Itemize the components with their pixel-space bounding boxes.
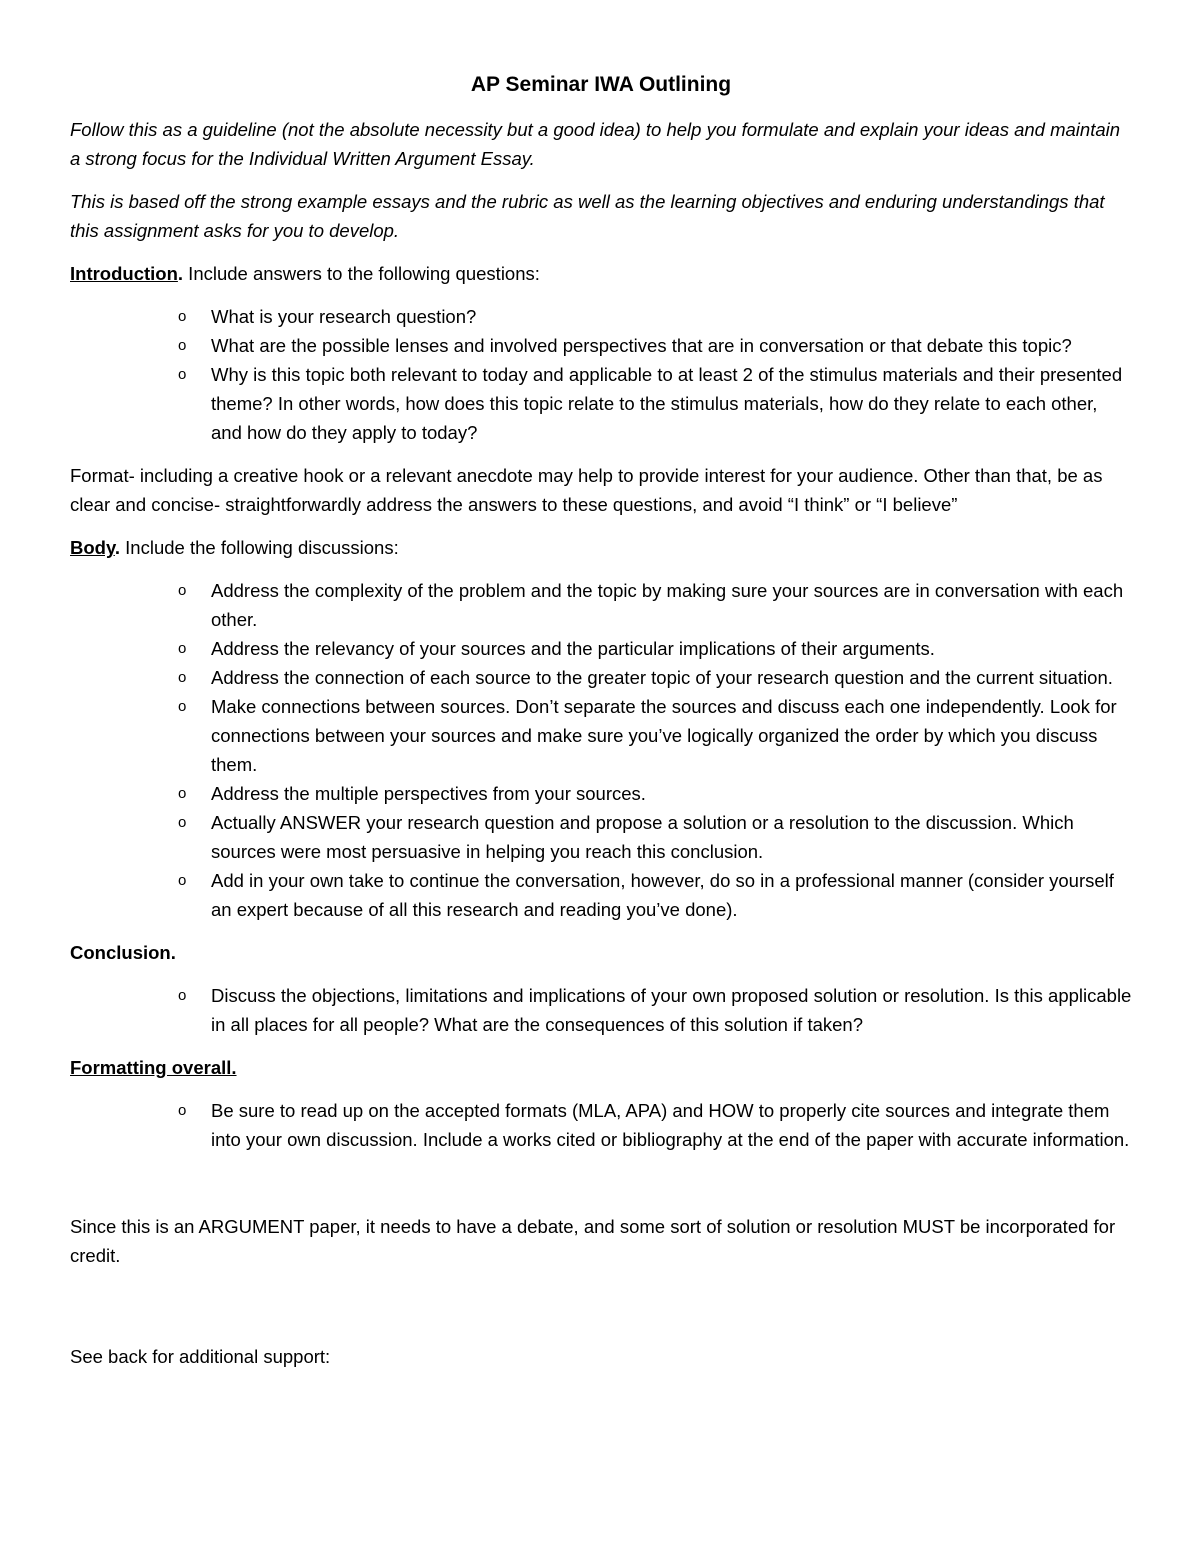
introduction-heading: Introduction: [70, 263, 178, 284]
see-back-note: See back for additional support:: [70, 1346, 331, 1367]
list-item-text: Address the complexity of the problem and the topic by making sure your sources are in conversation with each other.: [211, 580, 1124, 630]
body-list: [70, 576, 1132, 924]
formatting-heading: Formatting overall.: [70, 1057, 237, 1078]
list-item: [178, 1096, 1132, 1154]
introduction-lead: Include answers to the following questions:: [183, 263, 540, 284]
body-lead: Include the following discussions:: [120, 537, 399, 558]
format-note: Format- including a creative hook or a relevant anecdote may help to provide interest for your audience. Other than that, be as clear and concise- straightforwardly address the answers to these questions, and avoid “I think” or “I believe”: [70, 465, 1103, 515]
bullet-icon: o: [178, 987, 187, 1004]
list-item: [178, 331, 1132, 360]
spacer: [70, 1168, 1132, 1212]
body-heading-line: [70, 533, 1132, 562]
bullet-icon: o: [178, 640, 187, 657]
list-item: [178, 576, 1132, 634]
list-item: [178, 663, 1132, 692]
conclusion-list: [70, 981, 1132, 1039]
list-item-text: What are the possible lenses and involved perspectives that are in conversation or that debate this topic?: [211, 335, 1072, 356]
page-title: AP Seminar IWA Outlining: [470, 73, 732, 96]
introduction-list: [70, 302, 1132, 447]
list-item-text: Make connections between sources. Don’t separate the sources and discuss each one independently. Look for connections between your sources and make sure you’ve logically organized the order by which you discuss them.: [211, 696, 1117, 775]
list-item-text: Address the relevancy of your sources and the particular implications of their arguments.: [211, 638, 935, 659]
list-item: [178, 866, 1132, 924]
body-heading-period: .: [114, 537, 121, 558]
list-item: [178, 981, 1132, 1039]
list-item-text: Address the multiple perspectives from your sources.: [211, 783, 646, 804]
formatting-heading-line: [70, 1053, 1132, 1082]
conclusion-heading: Conclusion.: [70, 942, 176, 963]
guideline-paragraph: Follow this as a guideline (not the absolute necessity but a good idea) to help you formulate and explain your ideas and maintain a strong focus for the Individual Written Argument Essay.: [70, 119, 1121, 169]
bullet-icon: o: [178, 814, 187, 831]
list-item-text: What is your research question?: [211, 306, 477, 327]
document-page: [70, 70, 1132, 1385]
list-item-text: Discuss the objections, limitations and implications of your own proposed solution or resolution. Is this applicable in all places for all people? What are the consequences of this solution if taken?: [211, 985, 1132, 1035]
body-heading: Body: [70, 537, 115, 558]
introduction-heading-period: .: [177, 263, 184, 284]
list-item-text: Address the connection of each source to the greater topic of your research question and the current situation.: [211, 667, 1113, 688]
list-item-text: Be sure to read up on the accepted formats (MLA, APA) and HOW to properly cite sources and integrate them into your own discussion. Include a works cited or bibliography at the end of the paper with accurate information.: [211, 1100, 1130, 1150]
list-item: [178, 360, 1132, 447]
basis-paragraph: This is based off the strong example essays and the rubric as well as the learning objectives and enduring understandings that this assignment asks for you to develop.: [70, 191, 1105, 241]
list-item: [178, 302, 1132, 331]
bullet-icon: o: [178, 582, 187, 599]
list-item-text: Add in your own take to continue the conversation, however, do so in a professional manner (consider yourself an expert because of all this research and reading you’ve done).: [211, 870, 1114, 920]
formatting-list: [70, 1096, 1132, 1154]
closing-note: Since this is an ARGUMENT paper, it needs to have a debate, and some sort of solution or resolution MUST be incorporated for credit.: [70, 1216, 1116, 1266]
bullet-icon: o: [178, 785, 187, 802]
bullet-icon: o: [178, 337, 187, 354]
bullet-icon: o: [178, 1102, 187, 1119]
conclusion-heading-line: [70, 938, 1132, 967]
introduction-heading-line: [70, 259, 1132, 288]
list-item: [178, 692, 1132, 779]
list-item-text: Why is this topic both relevant to today and applicable to at least 2 of the stimulus materials and their presented theme? In other words, how does this topic relate to the stimulus materials, how do they relate to each other, and how do they apply to today?: [211, 364, 1123, 443]
bullet-icon: o: [178, 366, 187, 383]
list-item: [178, 634, 1132, 663]
bullet-icon: o: [178, 698, 187, 715]
bullet-icon: o: [178, 872, 187, 889]
list-item: [178, 779, 1132, 808]
bullet-icon: o: [178, 669, 187, 686]
bullet-icon: o: [178, 308, 187, 325]
spacer: [70, 1284, 1132, 1342]
list-item-text: Actually ANSWER your research question and propose a solution or a resolution to the discussion. Which sources were most persuasive in helping you reach this conclusion.: [211, 812, 1074, 862]
list-item: [178, 808, 1132, 866]
